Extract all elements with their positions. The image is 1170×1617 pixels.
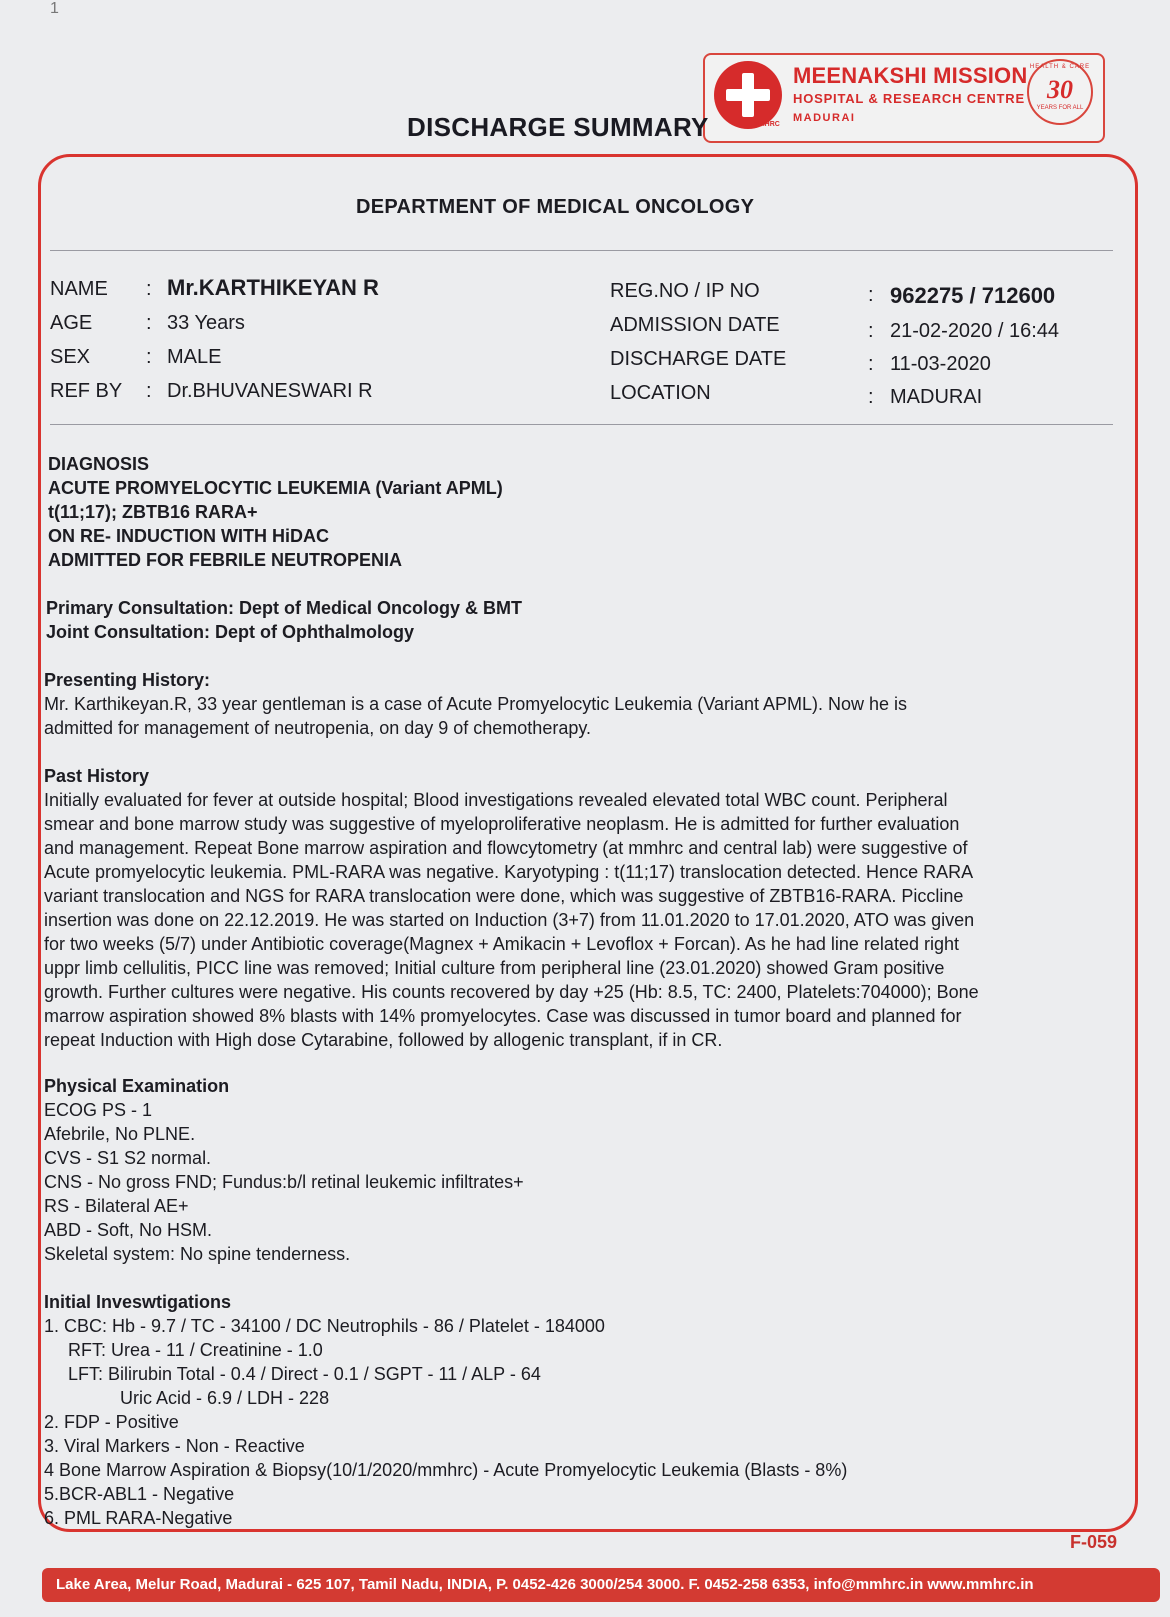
past-history-line: insertion was done on 22.12.2019. He was started on Induction (3+7) from 11.01.2020 to 17.01.2020, ATO was given bbox=[44, 910, 975, 930]
cross-icon bbox=[714, 61, 782, 129]
colon: : bbox=[868, 284, 874, 306]
address-footer: Lake Area, Melur Road, Madurai - 625 107, Tamil Nadu, INDIA, P. 0452-426 3000/254 3000. F. 0452-258 6353, info@mmhrc.in www.mmhrc.in bbox=[42, 1568, 1160, 1602]
physical-exam-section bbox=[44, 1074, 1124, 1266]
past-history-heading: Past History bbox=[44, 766, 150, 786]
page-mark: 1 bbox=[50, 0, 59, 17]
sex-label: SEX bbox=[50, 346, 91, 368]
physical-exam-heading: Physical Examination bbox=[44, 1076, 230, 1096]
investigation-line: RFT: Urea - 11 / Creatinine - 1.0 bbox=[68, 1340, 323, 1360]
diagnosis-heading: DIAGNOSIS bbox=[48, 454, 150, 474]
past-history-line: Acute promyelocytic leukemia. PML-RARA was negative. Karyotyping : t(11;17) translocation detected. Hence RARA bbox=[44, 862, 974, 882]
investigations-section bbox=[44, 1290, 1124, 1530]
colon: : bbox=[146, 278, 152, 300]
past-history-line: uppr limb cellulitis, PICC line was removed; Initial culture from peripheral line (23.01.2020) showed Gram positive bbox=[44, 958, 945, 978]
discharge-label: DISCHARGE DATE bbox=[610, 348, 787, 370]
department-heading: DEPARTMENT OF MEDICAL ONCOLOGY bbox=[356, 196, 755, 218]
exam-line: RS - Bilateral AE+ bbox=[44, 1196, 189, 1216]
colon: : bbox=[146, 312, 152, 334]
past-history-line: for two weeks (5/7) under Antibiotic coverage(Magnex + Amikacin + Levoflox + Forcan). As he had line related right bbox=[44, 934, 959, 954]
investigation-line: 1. CBC: Hb - 9.7 / TC - 34100 / DC Neutrophils - 86 / Platelet - 184000 bbox=[44, 1316, 605, 1336]
diagnosis-section bbox=[48, 452, 1128, 572]
colon: : bbox=[868, 320, 874, 342]
diagnosis-line: t(11;17); ZBTB16 RARA+ bbox=[48, 502, 258, 522]
discharge-date: 11-03-2020 bbox=[890, 353, 991, 375]
colon: : bbox=[868, 386, 874, 408]
patient-sex: MALE bbox=[167, 346, 222, 368]
registration-number: 962275 / 712600 bbox=[890, 283, 1056, 308]
colon: : bbox=[146, 346, 152, 368]
reg-label: REG.NO / IP NO bbox=[610, 280, 760, 302]
divider bbox=[50, 250, 1113, 251]
history-line: Mr. Karthikeyan.R, 33 year gentleman is a case of Acute Promyelocytic Leukemia (Variant APML). Now he is bbox=[44, 694, 908, 714]
logo-abbrev: MMHRC bbox=[753, 121, 780, 128]
presenting-history-section bbox=[44, 668, 1124, 740]
diagnosis-line: ACUTE PROMYELOCYTIC LEUKEMIA (Variant APML) bbox=[48, 478, 503, 498]
colon: : bbox=[146, 380, 152, 402]
patient-age: 33 Years bbox=[167, 312, 245, 334]
exam-line: CVS - S1 S2 normal. bbox=[44, 1148, 212, 1168]
joint-consultation: Joint Consultation: Dept of Ophthalmology bbox=[46, 622, 414, 642]
exam-line: ECOG PS - 1 bbox=[44, 1100, 153, 1120]
past-history-line: smear and bone marrow study was suggestive of myeloproliferative neoplasm. He is admitted for further evaluation bbox=[44, 814, 960, 834]
past-history-line: repeat Induction with High dose Cytarabine, followed by allogenic transplant, if in CR. bbox=[44, 1030, 723, 1050]
investigation-line: 4 Bone Marrow Aspiration & Biopsy(10/1/2020/mmhrc) - Acute Promyelocytic Leukemia (Blasts - 8%) bbox=[44, 1460, 848, 1480]
location: MADURAI bbox=[890, 386, 983, 408]
investigation-line: Uric Acid - 6.9 / LDH - 228 bbox=[120, 1388, 330, 1408]
location-label: LOCATION bbox=[610, 382, 711, 404]
investigations-heading: Initial Inveswtigations bbox=[44, 1292, 232, 1312]
hospital-logo bbox=[703, 53, 1105, 143]
investigation-line: LFT: Bilirubin Total - 0.4 / Direct - 0.1 / SGPT - 11 / ALP - 64 bbox=[68, 1364, 541, 1384]
document-title: DISCHARGE SUMMARY bbox=[407, 112, 709, 142]
presenting-history-heading: Presenting History: bbox=[44, 670, 211, 690]
colon: : bbox=[868, 353, 874, 375]
past-history-line: Initially evaluated for fever at outside hospital; Blood investigations revealed elevated total WBC count. Peripheral bbox=[44, 790, 948, 810]
exam-line: ABD - Soft, No HSM. bbox=[44, 1220, 213, 1240]
exam-line: Skeletal system: No spine tenderness. bbox=[44, 1244, 351, 1264]
logo-city: MADURAI bbox=[793, 112, 856, 124]
diagnosis-line: ON RE- INDUCTION WITH HiDAC bbox=[48, 526, 329, 546]
referring-doctor: Dr.BHUVANESWARI R bbox=[167, 380, 373, 402]
logo-subtitle: HOSPITAL & RESEARCH CENTRE bbox=[793, 91, 1025, 106]
consultation-section bbox=[46, 596, 1126, 644]
primary-consultation: Primary Consultation: Dept of Medical Oncology & BMT bbox=[46, 598, 523, 618]
admission-label: ADMISSION DATE bbox=[610, 314, 780, 336]
name-label: NAME bbox=[50, 278, 108, 300]
past-history-section bbox=[44, 764, 1124, 1052]
logo-name: MEENAKSHI MISSION bbox=[793, 63, 1028, 88]
age-label: AGE bbox=[50, 312, 93, 334]
seal-top-text: HEALTH & CARE bbox=[1029, 64, 1091, 70]
investigation-line: 2. FDP - Positive bbox=[44, 1412, 179, 1432]
seal-bottom-text: YEARS FOR ALL bbox=[1036, 105, 1084, 111]
anniversary-seal bbox=[1027, 59, 1093, 125]
past-history-line: marrow aspiration showed 8% blasts with 14% promyelocytes. Case was discussed in tumor board and planned for bbox=[44, 1006, 962, 1026]
form-code: F-059 bbox=[1070, 1532, 1118, 1552]
past-history-line: and management. Repeat Bone marrow aspiration and flowcytometry (at mmhrc and central lab) were suggestive of bbox=[44, 838, 968, 858]
divider bbox=[50, 424, 1113, 425]
admission-date: 21-02-2020 / 16:44 bbox=[890, 320, 1060, 342]
past-history-line: variant translocation and NGS for RARA translocation were done, which was suggestive of ZBTB16-RARA. Piccline bbox=[44, 886, 964, 906]
exam-line: CNS - No gross FND; Fundus:b/l retinal leukemic infiltrates+ bbox=[44, 1172, 524, 1192]
investigation-line: 5.BCR-ABL1 - Negative bbox=[44, 1484, 235, 1504]
investigation-line: 3. Viral Markers - Non - Reactive bbox=[44, 1436, 305, 1456]
diagnosis-line: ADMITTED FOR FEBRILE NEUTROPENIA bbox=[48, 550, 402, 570]
patient-name: Mr.KARTHIKEYAN R bbox=[167, 275, 379, 300]
exam-line: Afebrile, No PLNE. bbox=[44, 1124, 196, 1144]
investigation-line: 6. PML RARA-Negative bbox=[44, 1508, 233, 1528]
history-line: admitted for management of neutropenia, on day 9 of chemotherapy. bbox=[44, 718, 592, 738]
seal-number: 30 bbox=[1047, 75, 1073, 104]
past-history-line: growth. Further cultures were negative. His counts recovered by day +25 (Hb: 8.5, TC: 2400, Platelets:704000); Bone bbox=[44, 982, 979, 1002]
ref-label: REF BY bbox=[50, 380, 123, 402]
